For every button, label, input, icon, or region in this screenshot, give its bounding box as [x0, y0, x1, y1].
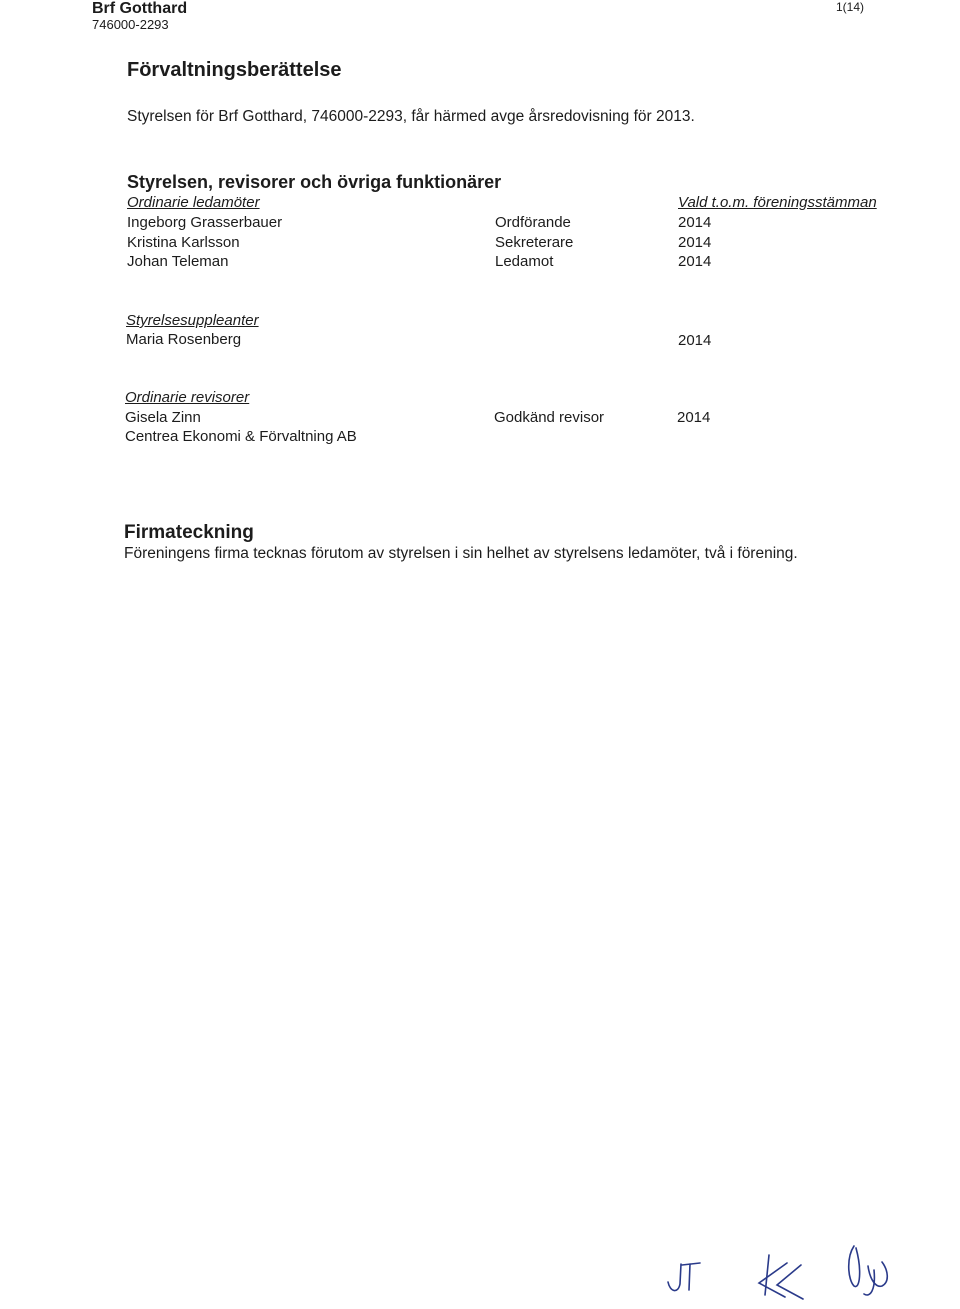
auditor-name: Centrea Ekonomi & Förvaltning AB: [125, 428, 357, 445]
member-name: Johan Teleman: [127, 253, 229, 270]
member-role: Sekreterare: [495, 234, 574, 251]
board-heading: Styrelsen, revisorer och övriga funktionärer: [127, 172, 502, 192]
elected-heading: Vald t.o.m. föreningsstämman: [678, 194, 877, 211]
initials-signature-2: [755, 1245, 815, 1305]
auditor-role: Godkänd revisor: [494, 409, 605, 426]
member-name: Ingeborg Grasserbauer: [127, 214, 283, 231]
org-name: Brf Gotthard: [92, 0, 188, 17]
member-year: 2014: [678, 214, 712, 231]
member-name: Kristina Karlsson: [127, 234, 240, 251]
deputies-heading: Styrelsesuppleanter: [126, 312, 259, 329]
auditors-heading: Ordinarie revisorer: [125, 389, 250, 406]
member-year: 2014: [678, 253, 712, 270]
auditor-year: 2014: [677, 409, 711, 426]
member-role: Ledamot: [495, 253, 554, 270]
initials-signature-1: [660, 1250, 710, 1300]
signatory-heading: Firmateckning: [124, 522, 254, 543]
member-year: 2014: [678, 234, 712, 251]
page-number: 1(14): [836, 0, 865, 14]
member-role: Ordförande: [495, 214, 571, 231]
initials-signature-3: [840, 1240, 900, 1300]
deputy-name: Maria Rosenberg: [126, 331, 242, 348]
org-number: 746000-2293: [92, 17, 169, 32]
deputy-year: 2014: [678, 332, 712, 349]
page-title: Förvaltningsberättelse: [127, 59, 342, 81]
intro-text: Styrelsen för Brf Gotthard, 746000-2293, får härmed avge årsredovisning för 2013.: [127, 108, 695, 125]
signatory-text: Föreningens firma tecknas förutom av styrelsen i sin helhet av styrelsens ledamöter, två i förening.: [124, 545, 798, 562]
auditor-name: Gisela Zinn: [125, 409, 201, 426]
members-heading: Ordinarie ledamöter: [127, 194, 260, 211]
